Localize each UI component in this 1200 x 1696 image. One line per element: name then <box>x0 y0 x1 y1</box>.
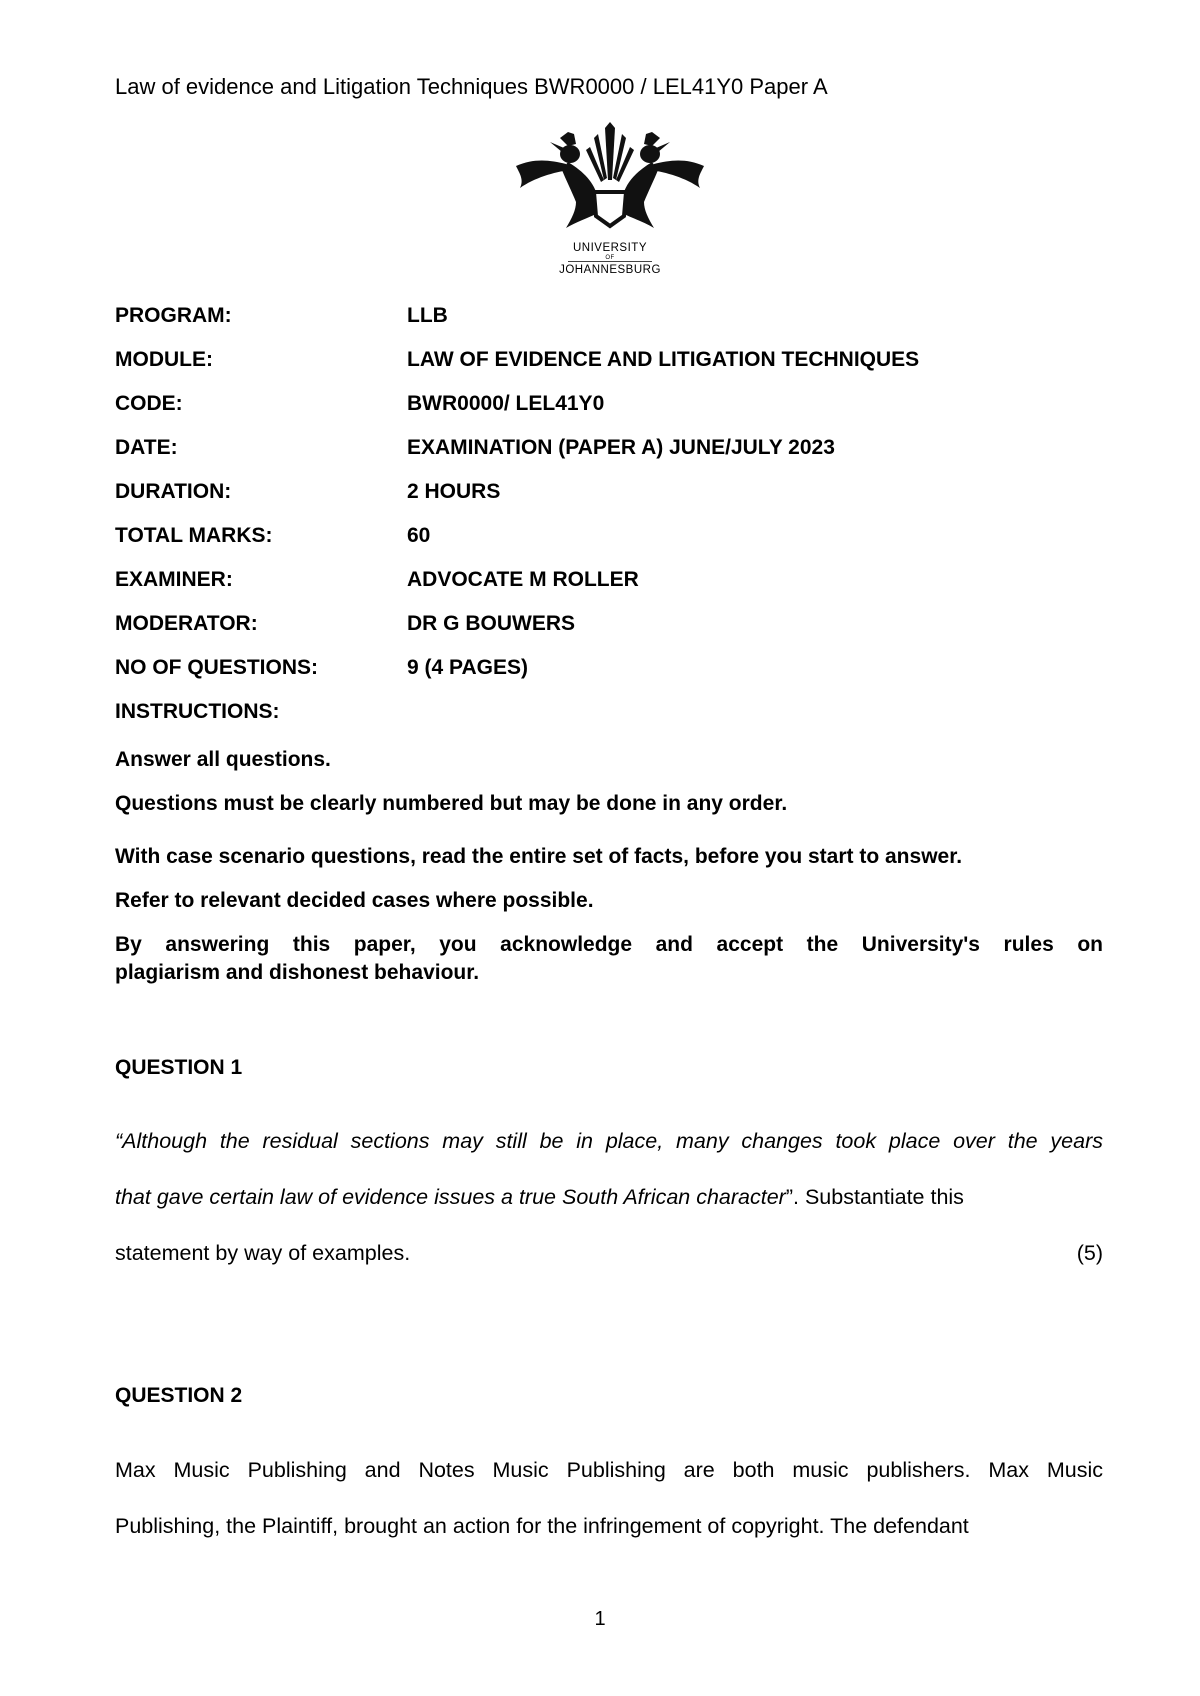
instruction-line: With case scenario questions, read the entire set of facts, before you start to answer. <box>115 845 963 868</box>
logo-divider <box>568 261 652 262</box>
instruction-line: plagiarism and dishonest behaviour. <box>115 961 480 984</box>
cover-info-value: 60 <box>407 524 431 547</box>
logo-text-university: UNIVERSITY <box>572 242 647 254</box>
cover-info-label: MODERATOR: <box>115 612 258 635</box>
cover-info-label: NO OF QUESTIONS: <box>115 656 319 679</box>
cover-info-value: LLB <box>407 304 448 327</box>
question-1-line-text: statement by way of examples. <box>115 1241 411 1265</box>
instruction-line: By answering this paper, you acknowledge and accept the University's rules on <box>115 933 1103 956</box>
cover-info-value: DR G BOUWERS <box>407 612 575 635</box>
cover-info-value: ADVOCATE M ROLLER <box>407 568 639 591</box>
page-number: 1 <box>594 1608 606 1630</box>
birds-emblem-icon <box>510 118 710 238</box>
university-logo <box>510 118 710 284</box>
question-2-line: Publishing, the Plaintiff, brought an action for the infringement of copyright. The defendant <box>115 1514 969 1538</box>
cover-info-label: TOTAL MARKS: <box>115 524 273 547</box>
cover-info-label: PROGRAM: <box>115 304 232 327</box>
running-header: Law of evidence and Litigation Techniques BWR0000 / LEL41Y0 Paper A <box>115 74 828 99</box>
question-1-heading: QUESTION 1 <box>115 1056 243 1079</box>
cover-info-label: CODE: <box>115 392 183 415</box>
cover-info-value: 9 (4 PAGES) <box>407 656 528 679</box>
question-1-line <box>115 1238 1103 1268</box>
question-1-line <box>115 1182 1103 1212</box>
cover-info-label: DURATION: <box>115 480 232 503</box>
instruction-line: Refer to relevant decided cases where possible. <box>115 889 594 912</box>
cover-info-value: BWR0000/ LEL41Y0 <box>407 392 605 415</box>
instruction-line: Answer all questions. <box>115 748 331 771</box>
cover-info-label: INSTRUCTIONS: <box>115 700 280 723</box>
question-2-line: Max Music Publishing and Notes Music Publishing are both music publishers. Max Music <box>115 1458 1103 1482</box>
instruction-line: Questions must be clearly numbered but may be done in any order. <box>115 792 788 815</box>
question-1-line: “Although the residual sections may still be in place, many changes took place over the years <box>115 1129 1103 1153</box>
cover-info-value: LAW OF EVIDENCE AND LITIGATION TECHNIQUES <box>407 348 920 371</box>
cover-info-value: EXAMINATION (PAPER A) JUNE/JULY 2023 <box>407 436 835 459</box>
question-1-line-rest: ”. Substantiate this <box>785 1185 964 1209</box>
question-2-heading: QUESTION 2 <box>115 1384 243 1407</box>
cover-info-label: MODULE: <box>115 348 213 371</box>
question-1-quote-end: that gave certain law of evidence issues a true South African character <box>115 1185 786 1209</box>
cover-info-label: DATE: <box>115 436 178 459</box>
cover-info-value: 2 HOURS <box>407 480 501 503</box>
logo-text-johannesburg: JOHANNESBURG <box>559 264 661 276</box>
question-1-marks: (5) <box>1076 1241 1103 1265</box>
cover-info-label: EXAMINER: <box>115 568 233 591</box>
logo-text-of: OF <box>605 255 615 261</box>
